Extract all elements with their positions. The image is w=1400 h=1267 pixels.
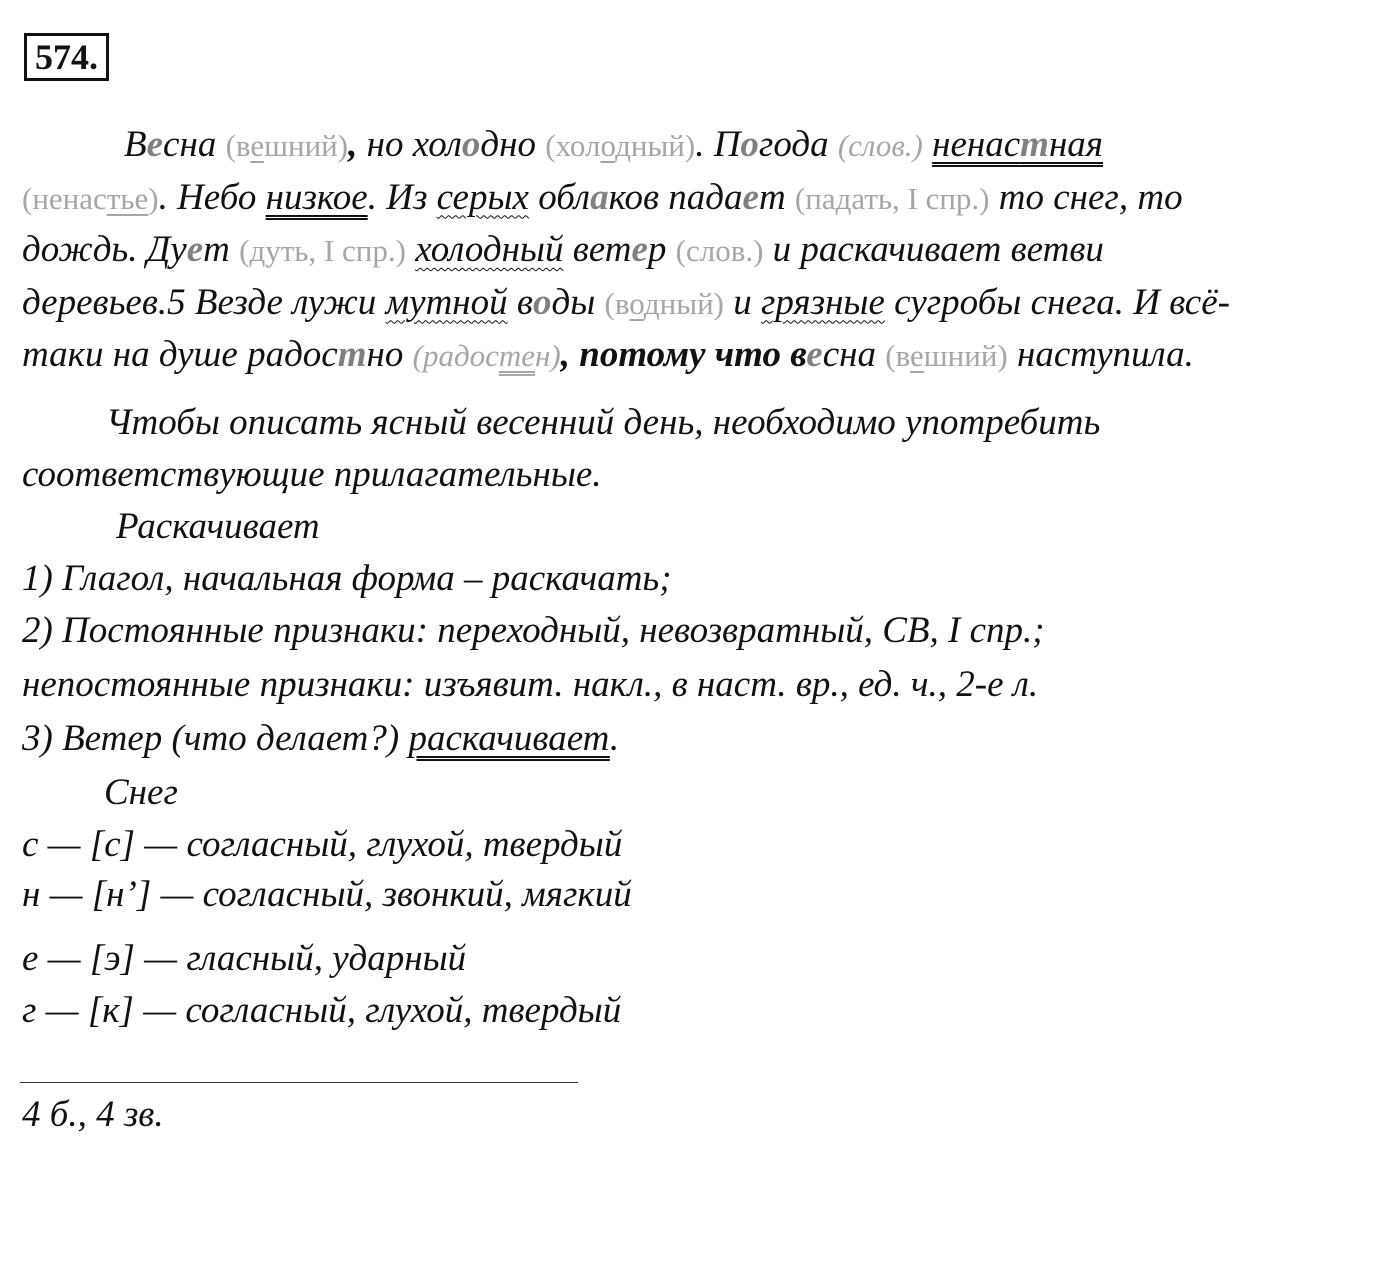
word: дно — [480, 124, 546, 165]
attribute: грязные — [760, 281, 885, 323]
phonetic-line-2: н — [н’] — согласный, звонкий, мягкий — [22, 874, 632, 915]
exercise-number: 574. — [24, 33, 109, 81]
word-orthogram: о — [461, 124, 481, 165]
intro-line-2: соответствующие прилагательные. — [22, 454, 602, 495]
word-orthogram: о — [532, 281, 552, 323]
word: сугробы снега. И всё- — [884, 281, 1230, 323]
word: . П — [695, 124, 741, 165]
word: сна — [822, 334, 886, 375]
word: . Из — [367, 176, 437, 218]
word: т — [758, 176, 795, 218]
word: наступила. — [1007, 334, 1194, 375]
predicate: ненастная — [932, 124, 1104, 165]
word: таки на душе радос — [22, 334, 338, 375]
word: деревьев.5 Везде лужи — [22, 281, 386, 323]
morph-item-1: 1) Глагол, начальная форма – раскачать; — [22, 558, 672, 599]
word: обл — [528, 176, 591, 218]
word-orthogram: е — [186, 229, 204, 270]
word: но хол — [357, 124, 462, 165]
word: ды — [551, 281, 605, 323]
word-orthogram: е — [742, 176, 759, 218]
word: то снег, то — [989, 176, 1183, 218]
text-line-1 — [22, 119, 1382, 172]
word-orthogram: е — [806, 334, 823, 375]
word: В — [124, 124, 147, 165]
intro-line-1: Чтобы описать ясный весенний день, необходимо употребить — [106, 402, 1101, 443]
word-orthogram: е — [631, 229, 648, 270]
predicate: раскачивает — [408, 718, 610, 759]
word: ков пада — [608, 176, 743, 218]
divider — [20, 1082, 578, 1083]
text-line-3 — [22, 224, 1382, 277]
hint: (слов.) — [675, 233, 764, 268]
hint: (водный) — [604, 285, 724, 321]
word-orthogram: о — [740, 124, 759, 165]
text-line-4 — [22, 277, 1382, 330]
word: , потому что в — [560, 334, 807, 375]
punct: , — [348, 124, 358, 165]
word-orthogram: е — [146, 124, 164, 165]
phonetic-line-4: г — [к] — согласный, глухой, твердый — [22, 990, 622, 1031]
hint: (ненастье) — [22, 180, 159, 216]
word: в — [507, 281, 533, 323]
morph-word-title: Раскачивает — [116, 506, 320, 547]
hint: (дуть, I спр.) — [239, 233, 406, 268]
word: и раскачивает ветви — [763, 229, 1104, 270]
attribute: серых — [436, 176, 529, 218]
phonetic-line-1: с — [с] — согласный, глухой, твердый — [22, 824, 623, 865]
hint: (вешний) — [225, 128, 349, 163]
text-line-2 — [22, 172, 1382, 225]
word: . Небо — [158, 176, 266, 218]
word: т — [203, 229, 240, 270]
morph-item-2b: непостоянные признаки: изъявит. накл., в наст. вр., ед. ч., 2-е л. — [22, 664, 1039, 705]
punct: . — [609, 718, 620, 759]
word: года — [758, 124, 838, 165]
word: и — [723, 281, 761, 323]
predicate: низкое — [265, 176, 368, 218]
phonetic-line-3: е — [э] — гласный, ударный — [22, 938, 467, 979]
hint: (холодный) — [545, 128, 696, 163]
exercise-text — [22, 119, 1382, 382]
morph-item-2: 2) Постоянные признаки: переходный, невозвратный, СВ, I спр.; — [22, 610, 1045, 651]
word: вет — [563, 229, 632, 270]
hint: (радостен) — [412, 338, 561, 373]
attribute: мутной — [385, 281, 508, 323]
attribute: холодный — [415, 229, 564, 270]
phonetic-summary: 4 б., 4 зв. — [22, 1094, 164, 1135]
word-orthogram: а — [590, 176, 609, 218]
hint: (падать, I спр.) — [794, 180, 990, 216]
word: р — [647, 229, 676, 270]
word-orthogram: т — [337, 334, 367, 375]
hint: (вешний) — [885, 338, 1008, 373]
phonetic-word-title: Снег — [104, 772, 178, 813]
word: но — [366, 334, 413, 375]
word: сна — [163, 124, 217, 165]
morph-item-3-text: 3) Ветер (что делает?) — [22, 718, 409, 759]
morph-item-3 — [22, 717, 619, 760]
word: дождь. Ду — [22, 229, 187, 270]
text-line-5 — [22, 329, 1382, 382]
hint: (слов.) — [837, 128, 923, 163]
